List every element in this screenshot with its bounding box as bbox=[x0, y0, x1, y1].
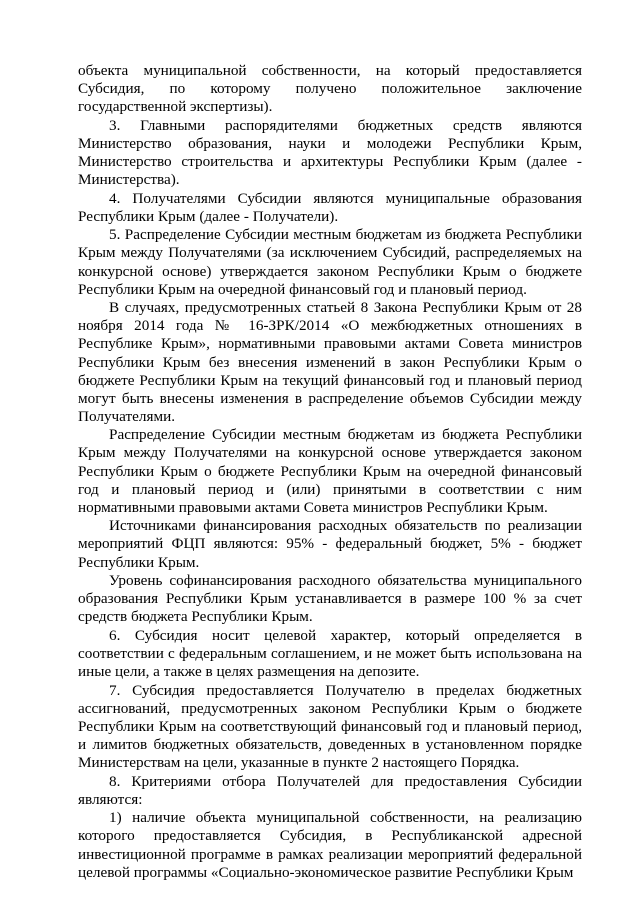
paragraph-item-5-competitive: Распределение Субсидии местным бюджетам из бюджета Республики Крым между Получателями на конкурсной основе утверждается законом Республики Крым о бюджете Республики Крым на очередной финансовый год и плановый период и (или) принятыми в соответствии с ним нормативными правовыми актами Совета министров Республики Крым. bbox=[78, 426, 582, 516]
document-page bbox=[78, 62, 582, 882]
paragraph-item-6: 6. Субсидия носит целевой характер, который определяется в соответствии с федеральным соглашением, и не может быть использована на иные цели, а также в целях размещения на депозите. bbox=[78, 626, 582, 681]
paragraph-item-4: 4. Получателями Субсидии являются муниципальные образования Республики Крым (далее - Получатели). bbox=[78, 189, 582, 225]
paragraph-item-3: 3. Главными распорядителями бюджетных средств являются Министерство образования, науки и молодежи Республики Крым, Министерство строительства и архитектуры Республики Крым (далее - Министерства). bbox=[78, 116, 582, 189]
paragraph-cofinancing-level: Уровень софинансирования расходного обязательства муниципального образования Республики Крым устанавливается в размере 100 % за счет средств бюджета Республики Крым. bbox=[78, 572, 582, 626]
paragraph-item-7: 7. Субсидия предоставляется Получателю в пределах бюджетных ассигнований, предусмотренных законом Республики Крым о бюджете Республики Крым на соответствующий финансовый год и плановый период, и лимитов бюджетных обязательств, доведенных в установленном порядке Министерствам на цели, указанные в пункте 2 настоящего Порядка. bbox=[78, 681, 582, 772]
paragraph-funding-sources: Источниками финансирования расходных обязательств по реализации мероприятий ФЦП являются: 95% - федеральный бюджет, 5% - бюджет Республики Крым. bbox=[78, 517, 582, 571]
paragraph-item-5: 5. Распределение Субсидии местным бюджетам из бюджета Республики Крым между Получателями (за исключением Субсидий, распределяемых на конкурсной основе) утверждается законом Республики Крым о бюджете Республики Крым на очередной финансовый год и плановый период. bbox=[78, 226, 582, 298]
paragraph-continuation: объекта муниципальной собственности, на который предоставляется Субсидия, по которому получено положительное заключение государственной экспертизы). bbox=[78, 62, 582, 116]
paragraph-item-5-cases: В случаях, предусмотренных статьей 8 Закона Республики Крым от 28 ноября 2014 года № 16-ЗРК/2014 «О межбюджетных отношениях в Республике Крым», нормативными правовыми актами Совета министров Республики Крым без внесения изменений в закон Республики Крым о бюджете Республики Крым на текущий финансовый год и плановый период могут быть внесены изменения в распределение объемов Субсидии между Получателями. bbox=[78, 299, 582, 425]
paragraph-item-8-criterion-1: 1) наличие объекта муниципальной собственности, на реализацию которого предоставляется Субсидия, в Республиканской адресной инвестиционной программе в рамках реализации мероприятий федеральной целевой программы «Социально-экономическое развитие Республики Крым bbox=[78, 809, 582, 881]
paragraph-item-8: 8. Критериями отбора Получателей для предоставления Субсидии являются: bbox=[78, 772, 582, 808]
